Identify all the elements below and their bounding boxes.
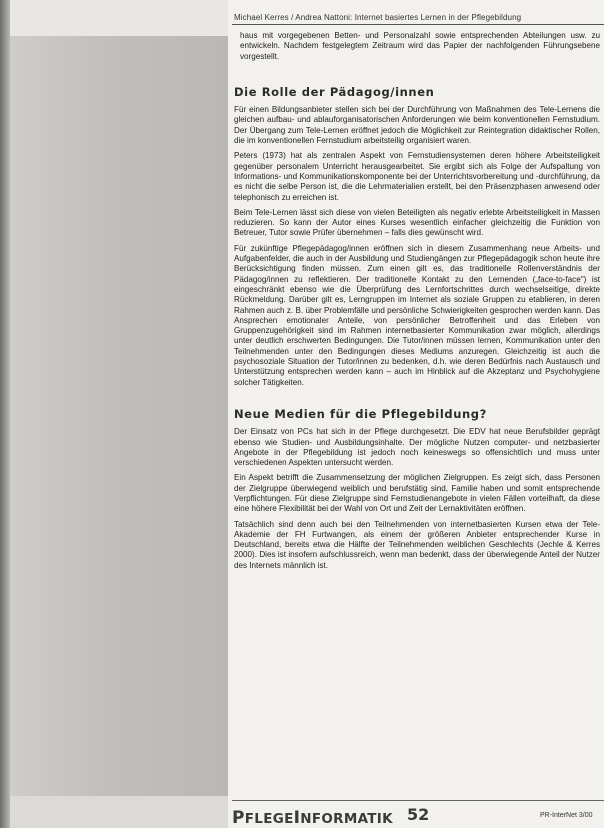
- paragraph: Für einen Bildungsanbieter stellen sich bei der Durchführung von Maßnahmen des Tele-Lernens die gleichen aufbau- und ablauforganisatorischen Anforderungen wie beim konventionellen Fernstudium. Der Übergang zum Tele-Lernen eröffnet jedoch die Möglichkeit zur Reintegration didaktischer Rollen, die im konventionellen Fernstudium arbeitsteilig organisiert waren.: [234, 105, 600, 146]
- section-heading-rolle: Die Rolle der Pädagog/innen: [234, 84, 435, 99]
- page-number: 52: [407, 805, 430, 824]
- paragraph: Beim Tele-Lernen lässt sich diese von vielen Beteiligten als negativ erlebte Arbeitsteiligkeit in Massen reduzieren. So kann der Autor eines Kurses wesentlich einfacher gleichzeitig die Funktion von Betreuer, Tutor sowie Prüfer übernehmen – falls dies gewünscht wird.: [234, 207, 600, 238]
- running-head: Michael Kerres / Andrea Nattoni: Internet basiertes Lernen in der Pflegebildung: [234, 13, 522, 22]
- paragraph: Der Einsatz von PCs hat sich in der Pflege durchgesetzt. Die EDV hat neue Berufsbilder geprägt ebenso wie Studien- und Ausbildungsinhalte. Der mögliche Nutzen computer- und netzbasierter Angebote in der Pflegebildung ist jedoch noch keineswegs so offensichtlich und muss unter verschiedenen Aspekten untersucht werden.: [234, 427, 600, 468]
- page-edge-shadow: [0, 0, 10, 828]
- paragraph: Peters (1973) hat als zentralen Aspekt von Fernstudiensystemen deren höhere Arbeitsteiligkeit gegenüber personalem Unterricht herausgearbeitet. Sie ergibt sich als Folge der Aufspaltung von Informations- und Kommunikationskomponente bei der Unterrichtsvorbereitung und -durchführung, da es nicht die selbe Person ist, die die Lehrmaterialien erstellt, bei den Präsenzphasen anwesend oder telephonisch zu erreichen ist.: [234, 151, 600, 202]
- intro-continuation: haus mit vorgegebenen Betten- und Personalzahl sowie entsprechenden Abteilungen usw. zu entwickeln. Nachdem festgelegtem Zeitraum wird das Papier der nachfolgenden Führungsebene vorgestellt.: [240, 31, 600, 61]
- journal-brand: PFLEGEINFORMATIK: [232, 808, 393, 828]
- issue-label: PR-InterNet 3/00: [540, 812, 593, 819]
- gutter-bottom: [10, 796, 228, 828]
- gutter-top: [10, 0, 228, 36]
- grey-side-column: [10, 36, 228, 796]
- footer-rule: [232, 800, 604, 801]
- section-heading-neue-medien: Neue Medien für die Pflegebildung?: [234, 406, 487, 421]
- header-rule: [232, 24, 604, 25]
- paragraph: Tatsächlich sind denn auch bei den Teilnehmenden von internetbasierten Kursen etwa der Tele-Akademie der FH Furtwangen, als einem der größeren Anbieter entsprechender Kurse in Deutschland, bereits etwa die Hälfte der Teilnehmenden weiblichen Geschlechts (Jechle & Kerres 2000). Dies ist insofern aufschlussreich, wenn man bedenkt, dass der überwiegende Anteil der Nutzer des Internets männlich ist.: [234, 519, 600, 570]
- paragraph: Ein Aspekt betrifft die Zusammensetzung der möglichen Zielgruppen. Es zeigt sich, dass Personen der Zielgruppe überwiegend weiblich und berufstätig sind, Familie haben und somit entsprechende Verpflichtungen. Für diese Zielgruppe sind Fernstudienangebote in vielen Fällen vorteilhaft, da diese eine höhere Flexibilität bei der Wahl von Ort und Zeit der Lernaktivitäten eröffnen.: [234, 473, 600, 514]
- paragraph: Für zukünftige Pflegepädagog/innen eröffnen sich in diesem Zusammenhang neue Arbeits- und Aufgabenfelder, die auch in der Ausbildung und Studiengängen zur Pflegepädagogik schon heute ihre Berücksichtigung finden müssen. Zum einen gilt es, das traditionelle Rollenverständnis der Pädagog/innen zu reflektieren. Der traditionelle Kontakt zu den Lernenden („face-to-face") ist eingeschränkt ebenso wie die Überprüfung des Lernfortschrittes durch wechselseitige, direkte Rückmeldung. Darüber gilt es, Lerngruppen im Internet als soziale Gruppen zu etablieren, in deren Rahmen auch z. B. über Problemfälle und persönliche Schwierigkeiten gesprochen werden kann. Das Ansprechen emotionaler Anteile, von persönlicher Betroffenheit und das Erleben von Gruppenzugehörigkeit sind im Rahmen internetbasierter Kommunikation zwar möglich, allerdings unter deutlich erschwerten Bedingungen. Die Tutor/innen müssen lernen, Kommunikation unter den Teilnehmenden unter den Bedingungen dieses Mediums anzuregen. Gleichzeitig ist auch die psychosoziale Situation der Tutor/innen zu bedenken, d.h. wie deren Bedürfnis nach Austausch und Unterstützung entsprechen werden kann – auch im Hinblick auf die Akzeptanz und Psychohygiene solcher Tätigkeiten.: [234, 243, 600, 387]
- article-body: [234, 31, 600, 576]
